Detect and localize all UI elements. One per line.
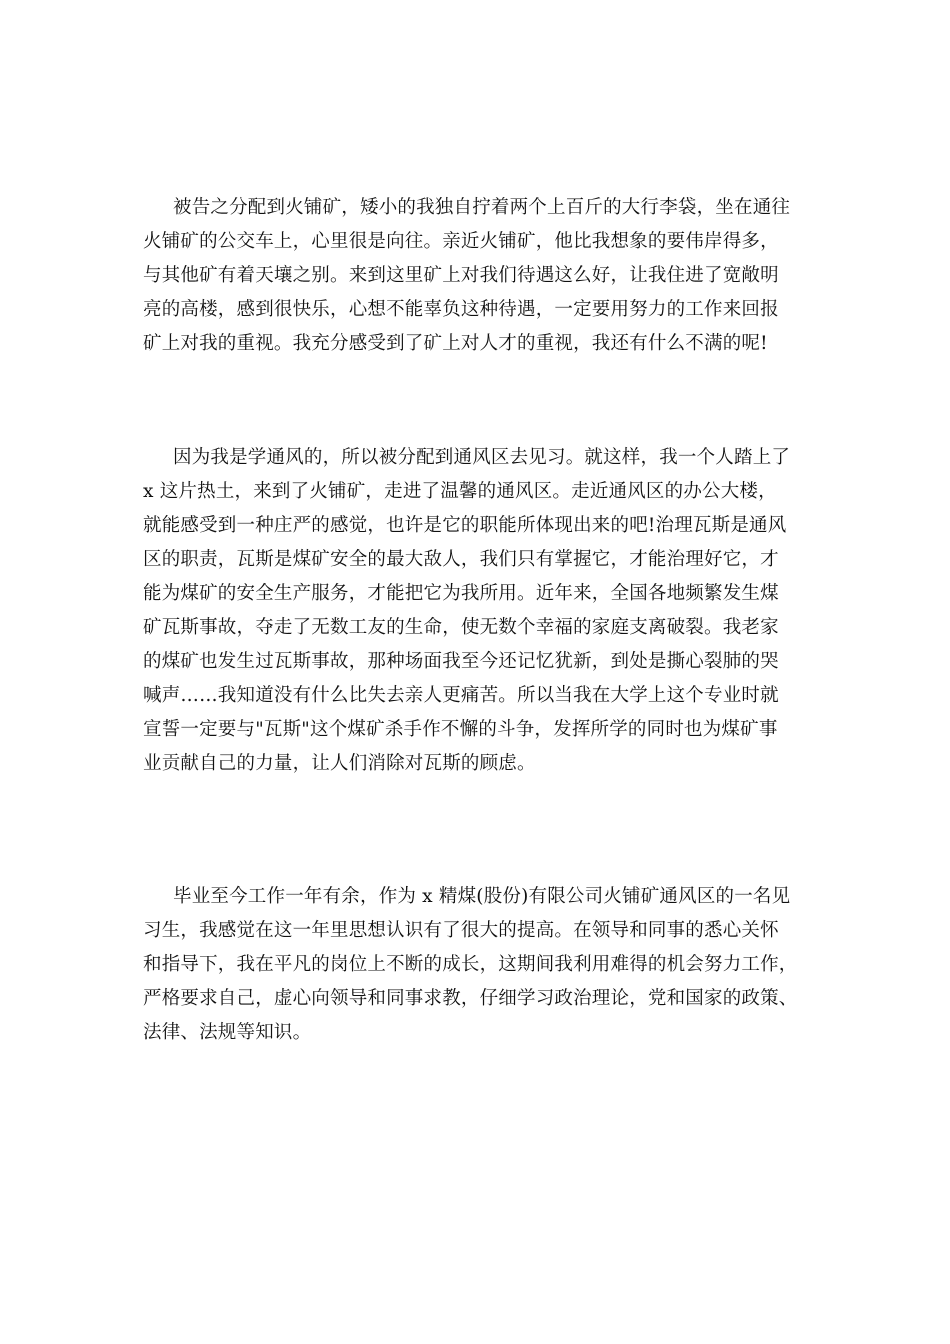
text-line: 的煤矿也发生过瓦斯事故，那种场面我至今还记忆犹新，到处是撕心裂肺的哭 (143, 651, 779, 672)
paragraph-assignment (143, 191, 823, 361)
text-line: 毕业至今工作一年有余，作为 x 精煤(股份)有限公司火铺矿通风区的一名见 (173, 886, 791, 907)
text-line: 能为煤矿的安全生产服务，才能把它为我所用。近年来，全国各地频繁发生煤 (143, 583, 779, 604)
text-line: 火铺矿的公交车上，心里很是向往。亲近火铺矿，他比我想象的要伟岸得多， (143, 231, 779, 252)
text-line: 和指导下，我在平凡的岗位上不断的成长，这期间我利用难得的机会努力工作， (143, 954, 798, 975)
text-line: 矿上对我的重视。我充分感受到了矿上对人才的重视，我还有什么不满的呢! (143, 333, 768, 354)
text-line: 区的职责，瓦斯是煤矿安全的最大敌人，我们只有掌握它，才能治理好它，才 (143, 549, 779, 570)
text-line: 与其他矿有着天壤之别。来到这里矿上对我们待遇这么好，让我住进了宽敞明 (143, 265, 779, 286)
text-line: 就能感受到一种庄严的感觉，也许是它的职能所体现出来的吧!治理瓦斯是通风 (143, 515, 787, 536)
text-line: 习生，我感觉在这一年里思想认识有了很大的提高。在领导和同事的悉心关怀 (143, 920, 779, 941)
text-line: 法律、法规等知识。 (143, 1022, 312, 1043)
text-line: 被告之分配到火铺矿，矮小的我独自拧着两个上百斤的大行李袋，坐在通往 (173, 197, 791, 218)
text-line: 宣誓一定要与"瓦斯"这个煤矿杀手作不懈的斗争，发挥所学的同时也为煤矿事 (143, 719, 778, 740)
text-line: 矿瓦斯事故，夺走了无数工友的生命，使无数个幸福的家庭支离破裂。我老家 (143, 617, 779, 638)
text-line: 严格要求自己，虚心向领导和同事求教，仔细学习政治理论，党和国家的政策、 (143, 988, 798, 1009)
text-line: 业贡献自己的力量，让人们消除对瓦斯的顾虑。 (143, 753, 536, 774)
text-line: 因为我是学通风的，所以被分配到通风区去见习。就这样，我一个人踏上了 (173, 447, 791, 468)
text-line: 喊声……我知道没有什么比失去亲人更痛苦。所以当我在大学上这个专业时就 (143, 685, 779, 706)
text-line: x 这片热土，来到了火铺矿，走进了温馨的通风区。走近通风区的办公大楼， (143, 481, 777, 502)
paragraph-year-summary (143, 880, 823, 1050)
paragraph-ventilation-district (143, 441, 823, 781)
text-line: 亮的高楼，感到很快乐，心想不能辜负这种待遇，一定要用努力的工作来回报 (143, 299, 779, 320)
